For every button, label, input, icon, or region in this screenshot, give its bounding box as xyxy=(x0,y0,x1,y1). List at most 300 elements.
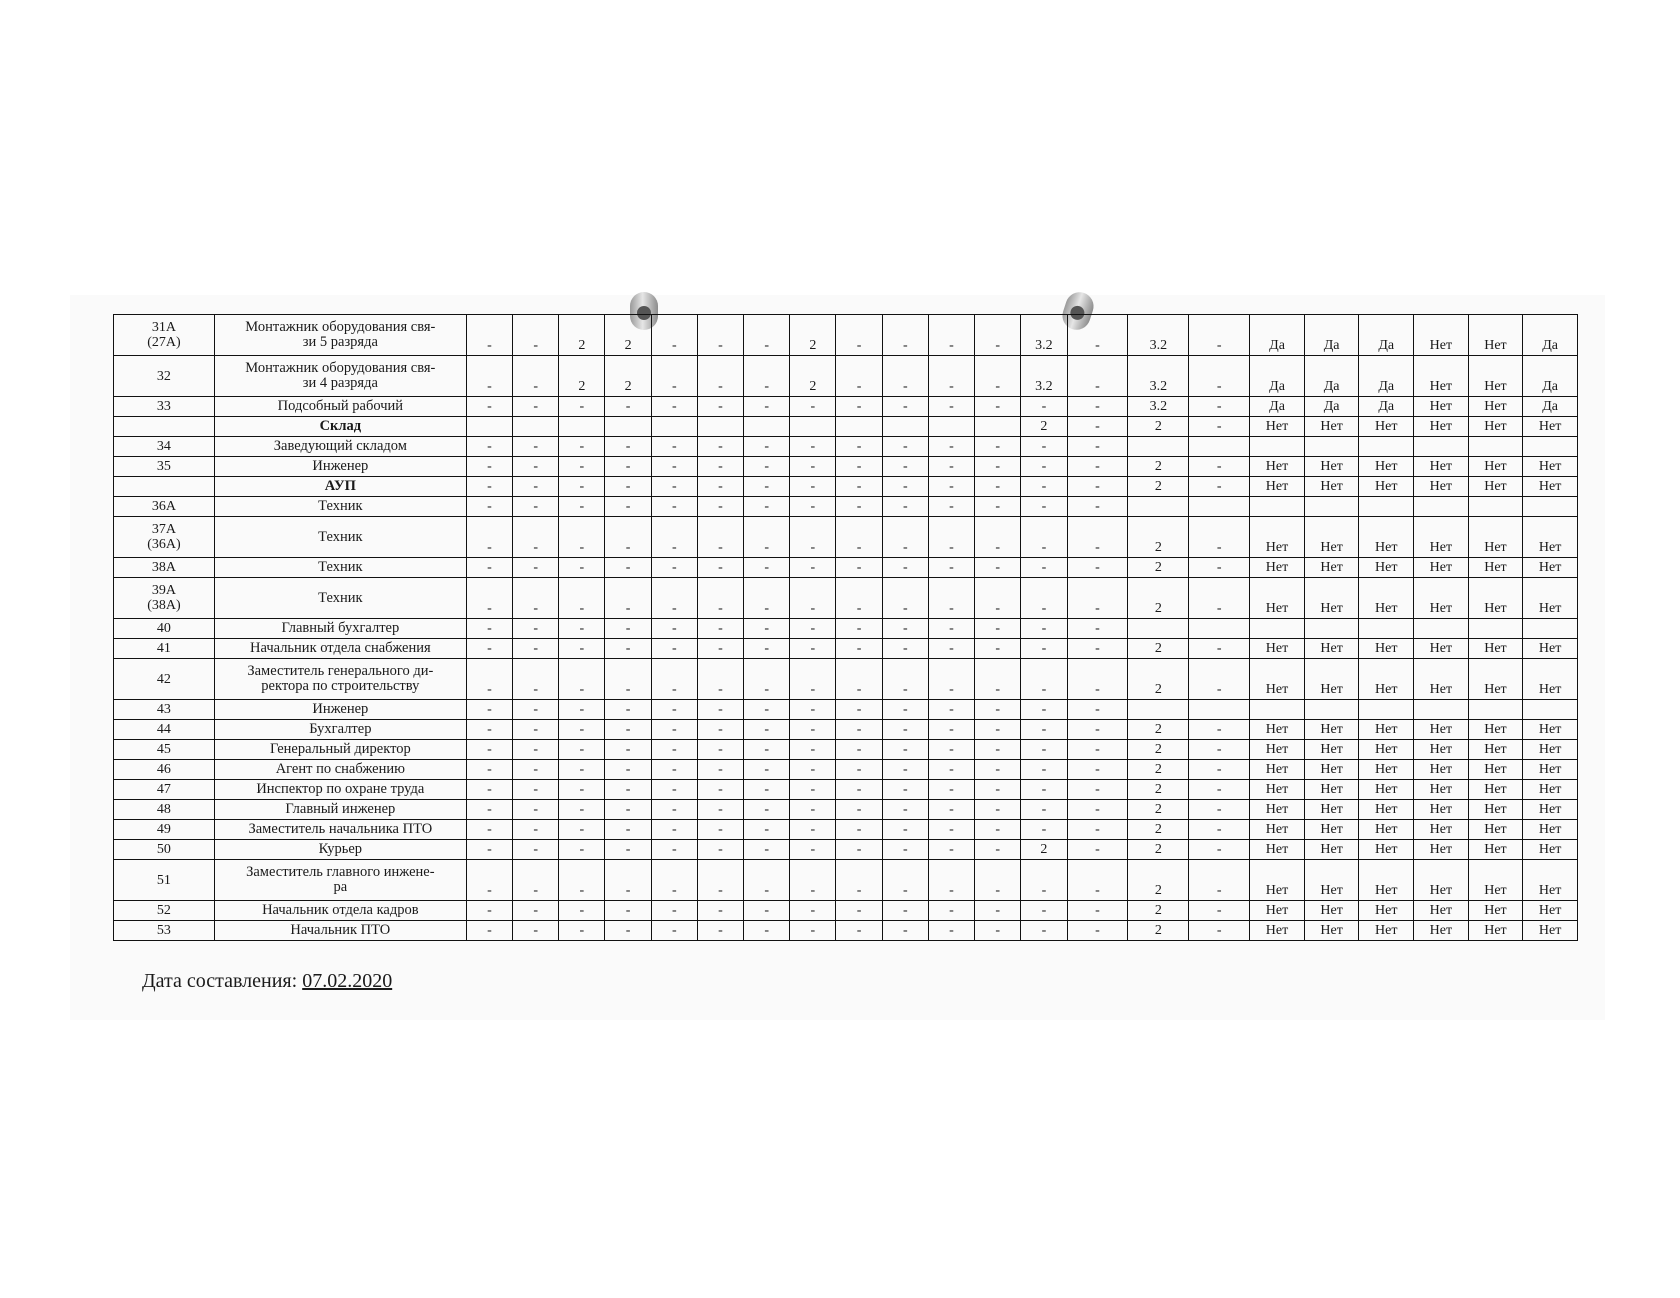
value-cell xyxy=(1304,700,1359,720)
value-cell: - xyxy=(928,397,974,417)
value-cell: - xyxy=(559,901,605,921)
value-cell: - xyxy=(466,397,512,417)
value-cell: - xyxy=(1067,497,1128,517)
value-cell: - xyxy=(744,639,790,659)
value-cell: - xyxy=(651,760,697,780)
value-cell: - xyxy=(1021,780,1067,800)
value-cell: Нет xyxy=(1359,417,1414,437)
value-cell: Нет xyxy=(1359,780,1414,800)
value-cell: - xyxy=(882,901,928,921)
value-cell xyxy=(605,417,651,437)
table-row xyxy=(114,700,1578,720)
value-cell: - xyxy=(975,639,1021,659)
value-cell: Нет xyxy=(1250,659,1305,700)
value-cell: Нет xyxy=(1414,921,1469,941)
value-cell: Нет xyxy=(1468,820,1523,840)
value-cell: - xyxy=(466,457,512,477)
value-cell: - xyxy=(790,558,836,578)
value-cell: - xyxy=(559,820,605,840)
value-cell: Нет xyxy=(1468,315,1523,356)
table-row xyxy=(114,921,1578,941)
value-cell: - xyxy=(928,356,974,397)
value-cell: Нет xyxy=(1250,578,1305,619)
value-cell: - xyxy=(836,558,882,578)
value-cell: Нет xyxy=(1250,780,1305,800)
value-cell: - xyxy=(559,619,605,639)
value-cell: - xyxy=(697,860,743,901)
value-cell: - xyxy=(651,397,697,417)
value-cell: - xyxy=(559,639,605,659)
value-cell: Нет xyxy=(1359,517,1414,558)
value-cell: - xyxy=(466,437,512,457)
value-cell: Нет xyxy=(1304,860,1359,901)
value-cell: Нет xyxy=(1304,457,1359,477)
value-cell: - xyxy=(975,700,1021,720)
value-cell: 2 xyxy=(790,356,836,397)
position-name-cell: Склад xyxy=(214,417,466,437)
value-cell: - xyxy=(651,619,697,639)
value-cell xyxy=(1414,619,1469,639)
value-cell xyxy=(928,417,974,437)
position-name-cell: Заместитель начальника ПТО xyxy=(214,820,466,840)
value-cell: Нет xyxy=(1304,639,1359,659)
value-cell xyxy=(559,417,605,437)
value-cell: - xyxy=(744,840,790,860)
value-cell: Нет xyxy=(1250,840,1305,860)
value-cell: - xyxy=(836,901,882,921)
value-cell: - xyxy=(928,457,974,477)
value-cell: - xyxy=(975,558,1021,578)
value-cell: - xyxy=(651,639,697,659)
value-cell: Нет xyxy=(1523,780,1578,800)
value-cell xyxy=(1250,700,1305,720)
value-cell: - xyxy=(513,578,559,619)
compile-date-line xyxy=(142,970,392,993)
positions-table xyxy=(113,314,1578,941)
value-cell: - xyxy=(559,477,605,497)
table-row xyxy=(114,578,1578,619)
value-cell: Нет xyxy=(1359,760,1414,780)
value-cell: Нет xyxy=(1359,820,1414,840)
row-number-cell: 33 xyxy=(114,397,215,417)
value-cell: 3.2 xyxy=(1021,356,1067,397)
value-cell: - xyxy=(651,558,697,578)
value-cell: - xyxy=(975,578,1021,619)
value-cell: - xyxy=(790,477,836,497)
value-cell: - xyxy=(651,921,697,941)
value-cell xyxy=(790,417,836,437)
value-cell: - xyxy=(790,720,836,740)
row-number-cell xyxy=(114,477,215,497)
value-cell: - xyxy=(928,700,974,720)
value-cell: - xyxy=(651,720,697,740)
value-cell xyxy=(1523,619,1578,639)
value-cell: Нет xyxy=(1304,720,1359,740)
value-cell: - xyxy=(744,901,790,921)
value-cell: Нет xyxy=(1304,901,1359,921)
value-cell: - xyxy=(882,740,928,760)
value-cell xyxy=(1304,497,1359,517)
table-row xyxy=(114,477,1578,497)
value-cell: - xyxy=(928,477,974,497)
value-cell: - xyxy=(605,477,651,497)
compile-date-label: Дата составления: xyxy=(142,970,298,992)
value-cell: - xyxy=(1189,639,1250,659)
value-cell: Нет xyxy=(1523,417,1578,437)
value-cell: - xyxy=(975,457,1021,477)
value-cell xyxy=(1128,700,1189,720)
value-cell: - xyxy=(836,619,882,639)
value-cell: - xyxy=(790,619,836,639)
value-cell: Да xyxy=(1523,356,1578,397)
position-name-cell: Главный инженер xyxy=(214,800,466,820)
value-cell: - xyxy=(697,820,743,840)
value-cell: - xyxy=(1067,477,1128,497)
value-cell xyxy=(1523,497,1578,517)
value-cell: Нет xyxy=(1359,578,1414,619)
value-cell: - xyxy=(744,517,790,558)
value-cell: Да xyxy=(1250,397,1305,417)
value-cell xyxy=(1250,497,1305,517)
value-cell: - xyxy=(1021,578,1067,619)
value-cell: - xyxy=(1021,800,1067,820)
value-cell: - xyxy=(1021,437,1067,457)
value-cell: - xyxy=(605,700,651,720)
value-cell: - xyxy=(697,659,743,700)
value-cell: Нет xyxy=(1304,780,1359,800)
value-cell: 2 xyxy=(1128,659,1189,700)
value-cell: - xyxy=(651,659,697,700)
value-cell: Нет xyxy=(1468,720,1523,740)
value-cell: - xyxy=(744,800,790,820)
value-cell: - xyxy=(605,639,651,659)
value-cell: 2 xyxy=(605,315,651,356)
row-number-cell: 50 xyxy=(114,840,215,860)
value-cell: - xyxy=(744,497,790,517)
value-cell: - xyxy=(790,780,836,800)
value-cell: - xyxy=(744,659,790,700)
value-cell: - xyxy=(882,720,928,740)
row-number-cell: 39А (38А) xyxy=(114,578,215,619)
value-cell xyxy=(1523,700,1578,720)
value-cell: Нет xyxy=(1414,780,1469,800)
value-cell: - xyxy=(466,860,512,901)
row-number-cell: 35 xyxy=(114,457,215,477)
row-number-cell: 40 xyxy=(114,619,215,639)
value-cell: 2 xyxy=(1128,800,1189,820)
value-cell: Нет xyxy=(1414,740,1469,760)
value-cell: Нет xyxy=(1359,720,1414,740)
value-cell: - xyxy=(466,820,512,840)
value-cell: - xyxy=(790,457,836,477)
value-cell: - xyxy=(1021,639,1067,659)
value-cell: - xyxy=(651,497,697,517)
value-cell xyxy=(1359,437,1414,457)
value-cell: Нет xyxy=(1468,740,1523,760)
value-cell: - xyxy=(466,840,512,860)
value-cell: - xyxy=(605,800,651,820)
value-cell: 2 xyxy=(1128,840,1189,860)
value-cell: - xyxy=(697,619,743,639)
value-cell: 2 xyxy=(1128,639,1189,659)
value-cell: - xyxy=(1021,397,1067,417)
value-cell: Да xyxy=(1304,315,1359,356)
value-cell: Да xyxy=(1523,397,1578,417)
value-cell: - xyxy=(744,760,790,780)
value-cell: - xyxy=(975,760,1021,780)
value-cell: Нет xyxy=(1523,558,1578,578)
value-cell: - xyxy=(928,740,974,760)
value-cell: - xyxy=(513,720,559,740)
table-row xyxy=(114,901,1578,921)
value-cell: - xyxy=(975,477,1021,497)
value-cell: Нет xyxy=(1523,740,1578,760)
value-cell: Нет xyxy=(1523,517,1578,558)
value-cell: - xyxy=(1189,860,1250,901)
row-number-cell: 53 xyxy=(114,921,215,941)
value-cell: - xyxy=(975,619,1021,639)
table-row xyxy=(114,780,1578,800)
value-cell: Нет xyxy=(1414,901,1469,921)
position-name-cell: Генеральный директор xyxy=(214,740,466,760)
value-cell: 2 xyxy=(1021,840,1067,860)
value-cell: 3.2 xyxy=(1128,356,1189,397)
row-number-cell: 32 xyxy=(114,356,215,397)
value-cell: Нет xyxy=(1359,740,1414,760)
value-cell: - xyxy=(559,840,605,860)
value-cell: - xyxy=(928,800,974,820)
value-cell: - xyxy=(836,780,882,800)
position-name-cell: Начальник ПТО xyxy=(214,921,466,941)
value-cell: - xyxy=(1189,901,1250,921)
value-cell xyxy=(466,417,512,437)
value-cell: - xyxy=(1021,700,1067,720)
value-cell: - xyxy=(928,578,974,619)
row-number-cell: 42 xyxy=(114,659,215,700)
value-cell: - xyxy=(697,497,743,517)
value-cell: - xyxy=(1067,578,1128,619)
value-cell: Нет xyxy=(1304,578,1359,619)
value-cell: - xyxy=(513,901,559,921)
value-cell: - xyxy=(975,800,1021,820)
value-cell: Нет xyxy=(1414,720,1469,740)
value-cell: Да xyxy=(1523,315,1578,356)
value-cell: - xyxy=(605,820,651,840)
value-cell: 2 xyxy=(1128,780,1189,800)
value-cell: - xyxy=(466,558,512,578)
value-cell: - xyxy=(928,437,974,457)
value-cell: - xyxy=(744,820,790,840)
value-cell: - xyxy=(744,700,790,720)
value-cell: Нет xyxy=(1250,417,1305,437)
table-row xyxy=(114,760,1578,780)
value-cell xyxy=(651,417,697,437)
value-cell: - xyxy=(559,860,605,901)
value-cell: - xyxy=(1067,800,1128,820)
value-cell: - xyxy=(513,820,559,840)
value-cell: - xyxy=(744,578,790,619)
value-cell xyxy=(1128,497,1189,517)
value-cell: - xyxy=(466,921,512,941)
value-cell: - xyxy=(697,397,743,417)
value-cell: Да xyxy=(1304,397,1359,417)
value-cell: - xyxy=(928,720,974,740)
value-cell xyxy=(1359,497,1414,517)
value-cell: - xyxy=(1067,720,1128,740)
value-cell: - xyxy=(1189,397,1250,417)
value-cell: - xyxy=(882,820,928,840)
value-cell: Нет xyxy=(1359,860,1414,901)
value-cell: Нет xyxy=(1250,517,1305,558)
value-cell: - xyxy=(1067,437,1128,457)
value-cell: Нет xyxy=(1468,517,1523,558)
value-cell: - xyxy=(928,497,974,517)
value-cell: 2 xyxy=(1128,417,1189,437)
value-cell: - xyxy=(605,921,651,941)
value-cell: - xyxy=(1067,315,1128,356)
value-cell: Да xyxy=(1304,356,1359,397)
value-cell: Нет xyxy=(1523,901,1578,921)
value-cell: - xyxy=(651,740,697,760)
value-cell: - xyxy=(1067,659,1128,700)
value-cell: - xyxy=(1021,477,1067,497)
value-cell: - xyxy=(466,740,512,760)
row-number-cell: 41 xyxy=(114,639,215,659)
value-cell: Нет xyxy=(1468,397,1523,417)
value-cell: - xyxy=(836,659,882,700)
row-number-cell: 46 xyxy=(114,760,215,780)
value-cell: - xyxy=(836,437,882,457)
value-cell: - xyxy=(882,356,928,397)
value-cell: - xyxy=(513,437,559,457)
value-cell: 3.2 xyxy=(1128,315,1189,356)
value-cell: - xyxy=(1189,840,1250,860)
value-cell: - xyxy=(744,558,790,578)
value-cell: - xyxy=(651,860,697,901)
value-cell: Нет xyxy=(1468,860,1523,901)
value-cell: - xyxy=(744,477,790,497)
value-cell: Нет xyxy=(1250,760,1305,780)
value-cell: Нет xyxy=(1468,800,1523,820)
value-cell: - xyxy=(466,578,512,619)
value-cell: Нет xyxy=(1304,417,1359,437)
value-cell: - xyxy=(559,497,605,517)
value-cell: - xyxy=(1021,619,1067,639)
value-cell: - xyxy=(928,639,974,659)
value-cell: - xyxy=(836,740,882,760)
position-name-cell: Заместитель генерального ди- ректора по строительству xyxy=(214,659,466,700)
value-cell: Нет xyxy=(1468,760,1523,780)
value-cell: Нет xyxy=(1523,720,1578,740)
value-cell: - xyxy=(1021,760,1067,780)
value-cell: - xyxy=(882,921,928,941)
value-cell: - xyxy=(1189,659,1250,700)
value-cell: - xyxy=(1067,417,1128,437)
value-cell: - xyxy=(466,901,512,921)
value-cell: - xyxy=(790,659,836,700)
value-cell: - xyxy=(559,780,605,800)
value-cell: - xyxy=(466,800,512,820)
value-cell: Нет xyxy=(1468,477,1523,497)
value-cell xyxy=(1189,497,1250,517)
value-cell: - xyxy=(790,740,836,760)
value-cell: - xyxy=(1021,497,1067,517)
value-cell: - xyxy=(836,497,882,517)
value-cell xyxy=(1359,700,1414,720)
value-cell: - xyxy=(1021,740,1067,760)
value-cell: - xyxy=(1067,901,1128,921)
value-cell: Нет xyxy=(1250,457,1305,477)
value-cell: 3.2 xyxy=(1021,315,1067,356)
value-cell: - xyxy=(928,780,974,800)
table-row xyxy=(114,397,1578,417)
value-cell: - xyxy=(882,315,928,356)
value-cell: - xyxy=(651,315,697,356)
value-cell: - xyxy=(744,740,790,760)
value-cell: Нет xyxy=(1414,457,1469,477)
value-cell: - xyxy=(1067,619,1128,639)
value-cell: 2 xyxy=(1128,477,1189,497)
value-cell: - xyxy=(697,578,743,619)
row-number-cell: 52 xyxy=(114,901,215,921)
value-cell: - xyxy=(975,659,1021,700)
value-cell: - xyxy=(882,659,928,700)
value-cell: 2 xyxy=(559,356,605,397)
position-name-cell: Начальник отдела снабжения xyxy=(214,639,466,659)
value-cell: - xyxy=(928,901,974,921)
value-cell xyxy=(513,417,559,437)
position-name-cell: Инженер xyxy=(214,457,466,477)
value-cell xyxy=(1189,700,1250,720)
value-cell: - xyxy=(744,720,790,740)
value-cell: - xyxy=(975,921,1021,941)
value-cell: - xyxy=(559,517,605,558)
value-cell: - xyxy=(1189,315,1250,356)
value-cell: - xyxy=(1021,457,1067,477)
value-cell xyxy=(1128,619,1189,639)
table-row xyxy=(114,740,1578,760)
value-cell: Да xyxy=(1359,356,1414,397)
value-cell: - xyxy=(1021,517,1067,558)
value-cell: - xyxy=(790,517,836,558)
value-cell: - xyxy=(697,700,743,720)
position-name-cell: Агент по снабжению xyxy=(214,760,466,780)
value-cell: - xyxy=(559,921,605,941)
value-cell: - xyxy=(605,457,651,477)
value-cell: - xyxy=(975,840,1021,860)
value-cell: - xyxy=(651,820,697,840)
value-cell: - xyxy=(559,740,605,760)
value-cell: Нет xyxy=(1359,659,1414,700)
value-cell: - xyxy=(513,780,559,800)
value-cell: - xyxy=(882,497,928,517)
value-cell: - xyxy=(790,921,836,941)
position-name-cell: Курьер xyxy=(214,840,466,860)
value-cell: - xyxy=(697,639,743,659)
value-cell: 3.2 xyxy=(1128,397,1189,417)
value-cell: - xyxy=(605,780,651,800)
value-cell: - xyxy=(928,517,974,558)
value-cell: - xyxy=(744,780,790,800)
value-cell: - xyxy=(466,659,512,700)
value-cell: - xyxy=(928,921,974,941)
table-row xyxy=(114,720,1578,740)
value-cell: - xyxy=(1067,558,1128,578)
value-cell xyxy=(836,417,882,437)
table-row xyxy=(114,800,1578,820)
value-cell: - xyxy=(466,760,512,780)
value-cell: 2 xyxy=(559,315,605,356)
